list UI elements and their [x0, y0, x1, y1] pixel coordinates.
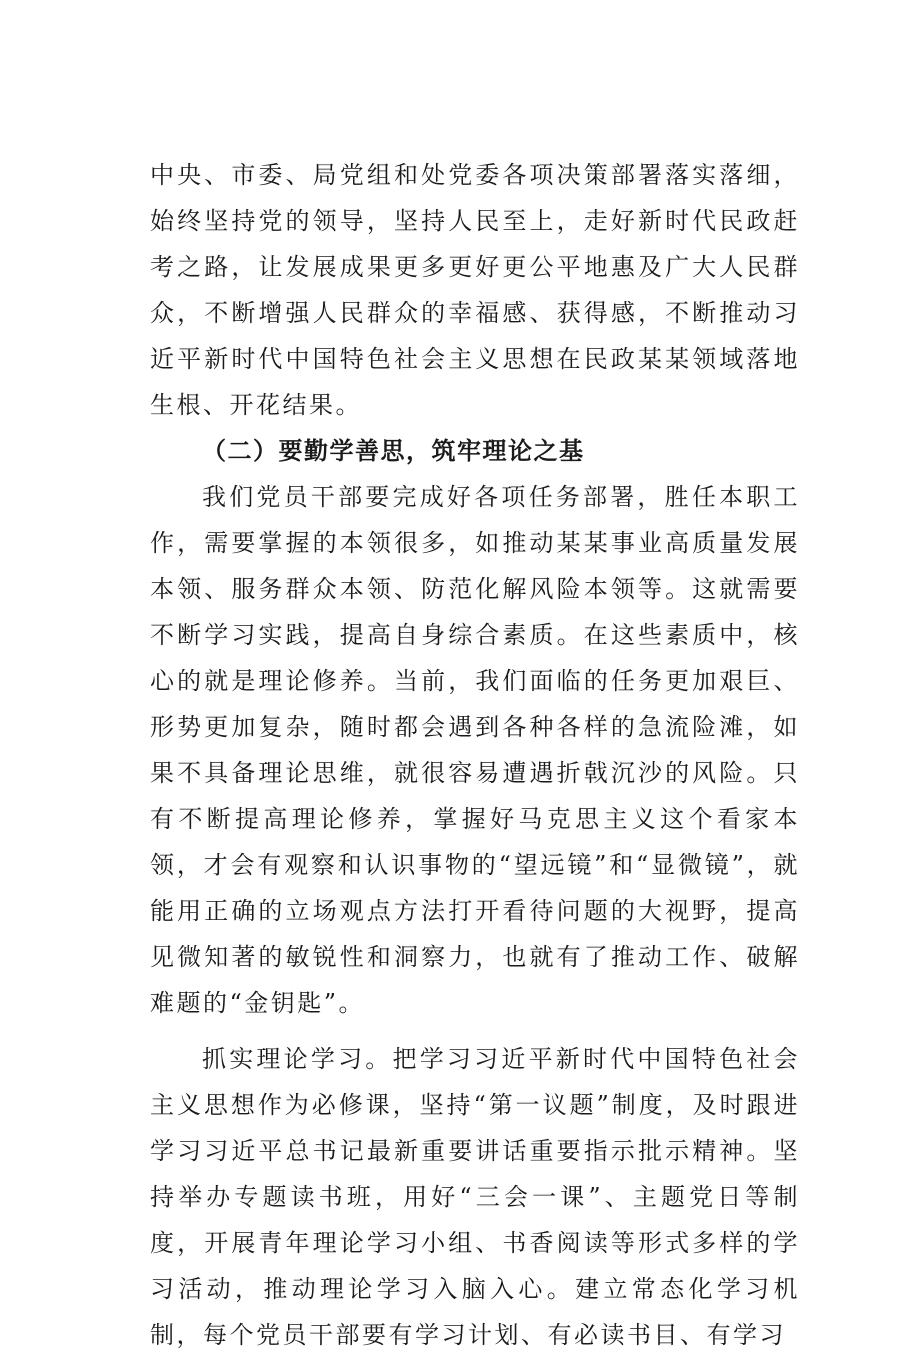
section-heading: （二）要勤学善思，筑牢理论之基 [202, 437, 585, 465]
paragraph-theory-study: 抓实理论学习。把学习习近平新时代中国特色社会主义思想作为必修课，坚持“第一议题”制度，及时跟进学习习近平总书记最新重要讲话重要指示批示精神。坚持举办专题读书班，用好“三会一课”、主题党日等制度，开展青年理论学习小组、书香阅读等形式多样的学习活动，推动理论学习入脑入心。建立常态化学习机制，每个党员干部要有学习计划、有必读书目、有学习 [150, 1045, 800, 1349]
paragraph-continuation: 中央、市委、局党组和处党委各项决策部署落实落细，始终坚持党的领导，坚持人民至上，走好新时代民政赶考之路，让发展成果更多更好更公平地惠及广大人民群众，不断增强人民群众的幸福感、获得感，不断推动习近平新时代中国特色社会主义思想在民政某某领域落地生根、开花结果。 [150, 161, 800, 419]
document-body [150, 152, 800, 1358]
paragraph-spacer [150, 1026, 800, 1036]
paragraph-theory-cultivation: 我们党员干部要完成好各项任务部署，胜任本职工作，需要掌握的本领很多，如推动某某事业高质量发展本领、服务群众本领、防范化解风险本领等。这就需要不断学习实践，提高自身综合素质。在这些素质中，核心的就是理论修养。当前，我们面临的任务更加艰巨、形势更加复杂，随时都会遇到各种各样的急流险滩，如果不具备理论思维，就很容易遭遇折戟沉沙的风险。只有不断提高理论修养，掌握好马克思主义这个看家本领，才会有观察和认识事物的“望远镜”和“显微镜”，就能用正确的立场观点方法打开看待问题的大视野，提高见微知著的敏锐性和洞察力，也就有了推动工作、破解难题的“金钥匙”。 [150, 483, 800, 1017]
